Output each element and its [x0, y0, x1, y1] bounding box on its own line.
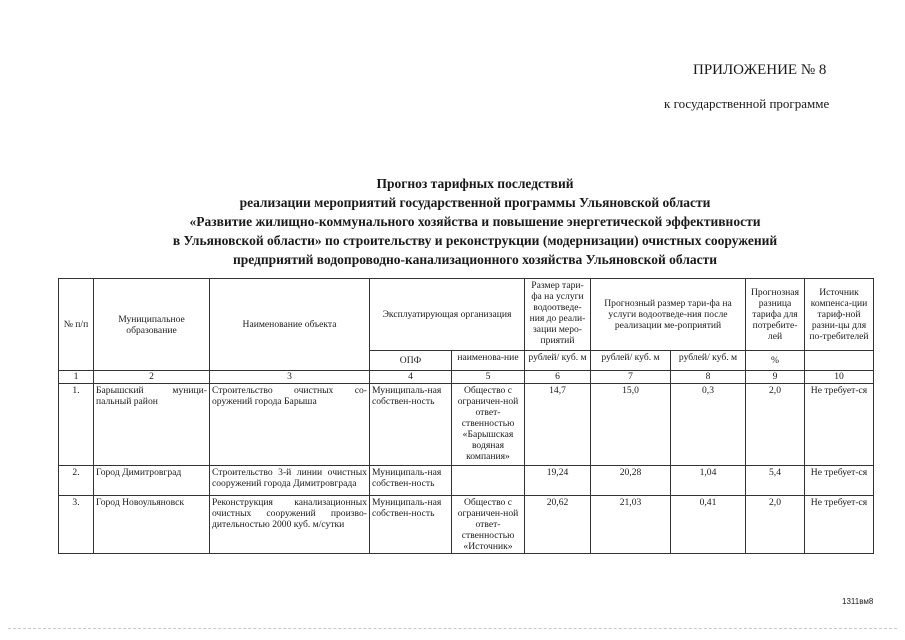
- row-diff-rub: 0,41: [671, 496, 746, 554]
- title-line: предприятий водопроводно-канализационного хозяйства Ульяновской области: [232, 252, 718, 267]
- row-opf: Муниципаль-ная собствен-ность: [370, 466, 452, 496]
- column-number-row: [59, 371, 874, 384]
- table-row: [59, 466, 874, 496]
- row-diff-pct: 2,0: [746, 384, 805, 466]
- table-row: [59, 384, 874, 466]
- column-number: 9: [746, 371, 805, 384]
- row-municipality: Город Димитровград: [94, 466, 210, 496]
- row-opf: Муниципаль-ная собствен-ность: [370, 384, 452, 466]
- row-tariff-after: 20,28: [591, 466, 671, 496]
- column-number: 10: [805, 371, 874, 384]
- row-opf: Муниципаль-ная собствен-ность: [370, 496, 452, 554]
- title-line: в Ульяновской области» по строительству и реконструкции (модернизации) очистных сооружений: [172, 233, 778, 248]
- row-source: Не требует-ся: [805, 384, 874, 466]
- row-operator-name: [452, 466, 525, 496]
- header-municipality: Муниципальное образование: [94, 279, 210, 371]
- column-number: 5: [452, 371, 525, 384]
- header-opf: ОПФ: [370, 351, 452, 371]
- row-operator-name: Общество с ограничен-ной ответ-ственностью «Источник»: [452, 496, 525, 554]
- header-unit-6: рублей/ куб. м: [525, 351, 591, 371]
- column-number: 2: [94, 371, 210, 384]
- row-municipality: Город Новоульяновск: [94, 496, 210, 554]
- scan-edge-divider: [8, 628, 897, 629]
- column-number: 1: [59, 371, 94, 384]
- title-line: «Развитие жилищно-коммунального хозяйства и повышение энергетической эффективности: [189, 214, 761, 229]
- row-diff-pct: 2,0: [746, 496, 805, 554]
- column-number: 6: [525, 371, 591, 384]
- header-num: № п/п: [59, 279, 94, 371]
- row-source: Не требует-ся: [805, 496, 874, 554]
- header-unit-7: рублей/ куб. м: [591, 351, 671, 371]
- header-unit-10: [805, 351, 874, 371]
- row-tariff-after: 15,0: [591, 384, 671, 466]
- column-number: 7: [591, 371, 671, 384]
- appendix-subtitle: к государственной программе: [664, 96, 830, 111]
- header-tariff-before: Размер тари-фа на услуги водоотведе-ния до реали-зации меро-приятий: [525, 279, 591, 351]
- column-number: 3: [210, 371, 370, 384]
- row-tariff-before: 14,7: [525, 384, 591, 466]
- row-diff-pct: 5,4: [746, 466, 805, 496]
- document-code: 1311вм8: [842, 597, 874, 606]
- row-tariff-after: 21,03: [591, 496, 671, 554]
- row-object: Реконструкция канализационных очистных сооружений произво-дительностью 2000 куб. м/сутки: [210, 496, 370, 554]
- header-tariff-after: Прогнозный размер тари-фа на услуги водоотведе-ния после реализации ме-роприятий: [591, 279, 746, 351]
- row-num: 2.: [59, 466, 94, 496]
- header-operator: Эксплуатирующая организация: [370, 279, 525, 351]
- row-tariff-before: 20,62: [525, 496, 591, 554]
- row-source: Не требует-ся: [805, 466, 874, 496]
- row-operator-name: Общество с ограничен-ной ответ-ственностью «Барышская водяная компания»: [452, 384, 525, 466]
- header-object: Наименование объекта: [210, 279, 370, 371]
- table-header-row: [59, 279, 874, 351]
- row-diff-rub: 0,3: [671, 384, 746, 466]
- row-object: Строительство очистных со-оружений города Барыша: [210, 384, 370, 466]
- row-municipality: Барышский муници-пальный район: [94, 384, 210, 466]
- header-operator-name: наименова-ние: [452, 351, 525, 371]
- document-title: [100, 174, 850, 269]
- column-number: 4: [370, 371, 452, 384]
- column-number: 8: [671, 371, 746, 384]
- row-num: 1.: [59, 384, 94, 466]
- row-num: 3.: [59, 496, 94, 554]
- header-unit-9: %: [746, 351, 805, 371]
- title-line: Прогноз тарифных последствий: [376, 176, 574, 191]
- appendix-label: ПРИЛОЖЕНИЕ № 8: [693, 62, 827, 78]
- row-diff-rub: 1,04: [671, 466, 746, 496]
- row-tariff-before: 19,24: [525, 466, 591, 496]
- header-source: Источник компенса-ции тариф-ной разни-цы для по-требителей: [805, 279, 874, 351]
- row-object: Строительство 3-й линии очистных сооружений города Димитровграда: [210, 466, 370, 496]
- header-unit-8: рублей/ куб. м: [671, 351, 746, 371]
- tariff-forecast-table: [58, 278, 874, 554]
- header-diff: Прогнозная разница тарифа для потребите-лей: [746, 279, 805, 351]
- table-row: [59, 496, 874, 554]
- title-line: реализации мероприятий государственной программы Ульяновской области: [239, 195, 711, 210]
